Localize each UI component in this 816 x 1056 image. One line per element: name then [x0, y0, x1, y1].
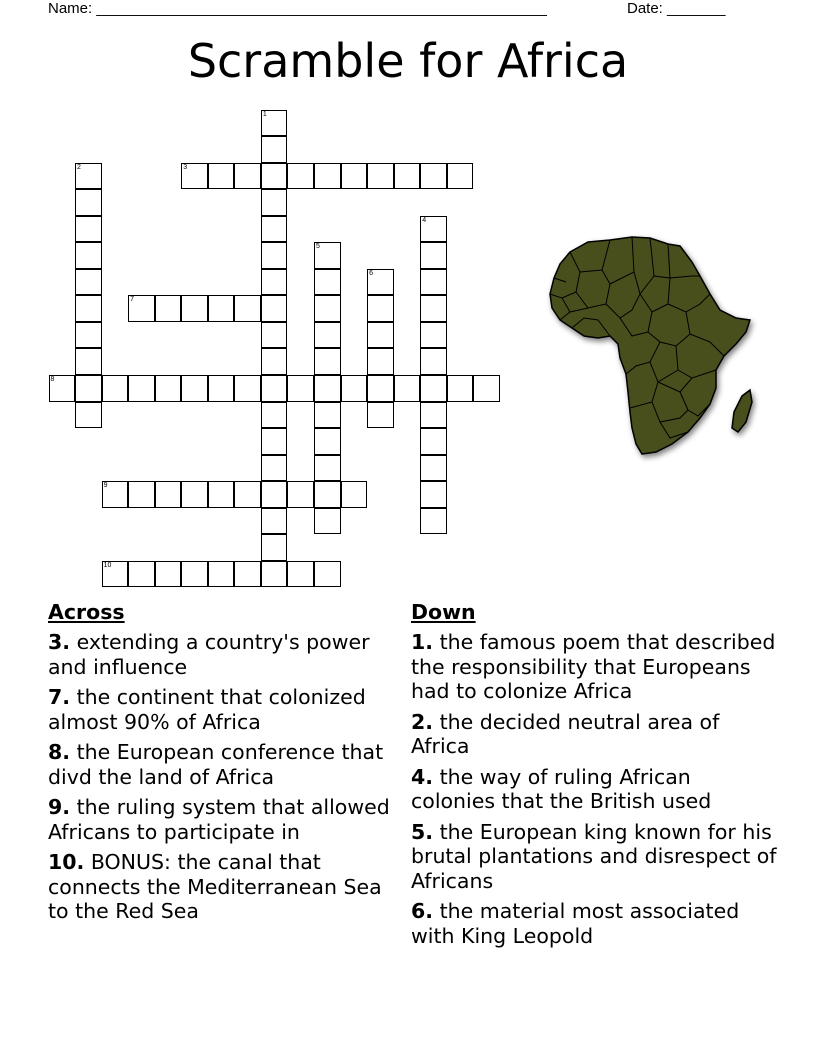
crossword-cell[interactable] [314, 348, 341, 375]
crossword-cell[interactable] [314, 269, 341, 296]
crossword-cell[interactable] [75, 322, 102, 349]
clue-item [411, 710, 781, 759]
crossword-cell[interactable] [394, 163, 421, 190]
crossword-cell[interactable] [420, 375, 447, 402]
crossword-cell[interactable] [261, 295, 288, 322]
clue-item [411, 765, 781, 814]
crossword-cell[interactable] [367, 375, 394, 402]
crossword-cell[interactable] [102, 375, 129, 402]
crossword-cell[interactable] [420, 428, 447, 455]
crossword-cell[interactable] [128, 481, 155, 508]
clue-number: 1 [262, 110, 267, 118]
clue-number: 7 [130, 296, 135, 304]
crossword-cell[interactable] [234, 375, 261, 402]
clue-number-label: 10. [48, 850, 85, 874]
clue-number: 9 [103, 482, 108, 490]
crossword-cell[interactable] [75, 189, 102, 216]
crossword-cell[interactable] [420, 348, 447, 375]
crossword-cell[interactable] [314, 402, 341, 429]
crossword-cell[interactable] [75, 295, 102, 322]
crossword-cell[interactable] [261, 163, 288, 190]
down-clue-list [411, 630, 781, 948]
clue-number-label: 3. [48, 630, 71, 654]
crossword-cell[interactable] [367, 348, 394, 375]
clue-text: the continent that colonized almost 90% of Africa [48, 685, 366, 734]
africa-continent-shape [550, 237, 750, 454]
crossword-cell[interactable] [261, 322, 288, 349]
crossword-cell[interactable] [75, 216, 102, 243]
clue-text: the European king known for his brutal plantations and disrespect of Africans [411, 819, 777, 893]
crossword-cell[interactable] [261, 481, 288, 508]
clue-number: 6 [369, 269, 373, 277]
crossword-cell[interactable] [261, 508, 288, 535]
crossword-cell[interactable] [261, 110, 288, 137]
crossword-cell[interactable] [261, 242, 288, 269]
clue-item [411, 899, 781, 948]
clue-text: BONUS: the canal that connects the Mediterranean Sea to the Red Sea [48, 850, 382, 923]
crossword-cell[interactable] [314, 455, 341, 482]
clue-number: 3 [183, 163, 188, 171]
crossword-cell[interactable] [314, 561, 341, 588]
clue-number: 8 [50, 376, 55, 383]
crossword-cell[interactable] [420, 216, 447, 243]
date-field-label: Date: _______ [627, 0, 726, 17]
crossword-cell[interactable] [75, 375, 102, 402]
crossword-cell[interactable] [234, 561, 261, 588]
crossword-cell[interactable] [208, 295, 235, 322]
crossword-cell[interactable] [314, 163, 341, 190]
crossword-cell[interactable] [208, 163, 235, 190]
africa-map-image [540, 232, 762, 464]
crossword-cell[interactable] [314, 375, 341, 402]
clue-number-label: 6. [411, 899, 434, 923]
clue-item [48, 795, 403, 844]
crossword-cell[interactable] [102, 481, 129, 508]
crossword-cell[interactable] [314, 322, 341, 349]
crossword-cell[interactable] [155, 295, 182, 322]
across-heading: Across [48, 600, 125, 624]
crossword-cell[interactable] [420, 269, 447, 296]
clue-text: the way of ruling African colonies that the British used [411, 764, 712, 813]
crossword-cell[interactable] [261, 375, 288, 402]
crossword-cell[interactable] [181, 561, 208, 588]
crossword-cell[interactable] [367, 402, 394, 429]
page-title: Scramble for Africa [187, 34, 629, 88]
crossword-cell[interactable] [341, 481, 368, 508]
crossword-cell[interactable] [75, 242, 102, 269]
crossword-cell[interactable] [420, 402, 447, 429]
across-clue-list [48, 630, 403, 924]
crossword-cell[interactable] [234, 295, 261, 322]
clue-item [411, 630, 781, 704]
across-clues [48, 598, 403, 930]
clue-number: 10 [103, 561, 112, 569]
clue-number: 5 [316, 243, 320, 251]
crossword-cell[interactable] [420, 295, 447, 322]
clue-number: 2 [77, 163, 81, 171]
crossword-cell[interactable] [181, 481, 208, 508]
crossword-cell[interactable] [181, 375, 208, 402]
crossword-cell[interactable] [261, 136, 288, 163]
crossword-cell[interactable] [234, 163, 261, 190]
crossword-cell[interactable] [261, 455, 288, 482]
clue-number-label: 4. [411, 764, 434, 789]
down-clues [411, 598, 781, 954]
clue-item [48, 630, 403, 679]
crossword-cell[interactable] [394, 375, 421, 402]
clue-number-label: 8. [48, 740, 71, 764]
crossword-cell[interactable] [261, 534, 288, 561]
name-field-label: Name: ______________________________________________________ [48, 0, 547, 17]
crossword-cell[interactable] [261, 269, 288, 296]
crossword-cell[interactable] [261, 216, 288, 243]
crossword-cell[interactable] [420, 481, 447, 508]
crossword-cell[interactable] [181, 295, 208, 322]
down-heading: Down [411, 600, 476, 624]
clue-text: extending a country's power and influence [48, 630, 370, 679]
crossword-cell[interactable] [314, 428, 341, 455]
crossword-cell[interactable] [75, 402, 102, 429]
crossword-cell[interactable] [287, 375, 314, 402]
crossword-cell[interactable] [155, 375, 182, 402]
crossword-cell[interactable] [287, 481, 314, 508]
crossword-cell[interactable] [287, 163, 314, 190]
crossword-cell[interactable] [208, 375, 235, 402]
clue-number-label: 1. [411, 630, 434, 654]
crossword-cell[interactable] [234, 481, 261, 508]
crossword-cell[interactable] [367, 295, 394, 322]
clue-text: the European conference that divd the land of Africa [48, 740, 384, 789]
crossword-cell[interactable] [181, 163, 208, 190]
crossword-cell[interactable] [75, 269, 102, 296]
crossword-cell[interactable] [447, 163, 474, 190]
crossword-cell[interactable] [261, 189, 288, 216]
crossword-cell[interactable] [75, 348, 102, 375]
clue-number-label: 5. [411, 819, 434, 844]
clue-item [48, 685, 403, 734]
crossword-cell[interactable] [420, 455, 447, 482]
clue-text: the famous poem that described the responsibility that Europeans had to colonize Africa [411, 630, 776, 703]
crossword-cell[interactable] [420, 508, 447, 535]
crossword-cell[interactable] [128, 375, 155, 402]
clue-item [411, 820, 781, 894]
crossword-cell[interactable] [314, 508, 341, 535]
crossword-cell[interactable] [128, 295, 155, 322]
crossword-cell[interactable] [128, 561, 155, 588]
crossword-cell[interactable] [420, 322, 447, 349]
crossword-cell[interactable] [341, 163, 368, 190]
crossword-cell[interactable] [367, 269, 394, 296]
crossword-cell[interactable] [261, 561, 288, 588]
crossword-cell[interactable] [155, 561, 182, 588]
crossword-cell[interactable] [75, 163, 102, 190]
crossword-cell[interactable] [473, 375, 500, 402]
clue-item [48, 850, 403, 924]
crossword-cell[interactable] [447, 375, 474, 402]
crossword-cell[interactable] [367, 163, 394, 190]
crossword-cell[interactable] [314, 295, 341, 322]
crossword-cell[interactable] [314, 242, 341, 269]
crossword-cell[interactable] [261, 402, 288, 429]
madagascar-shape [732, 390, 752, 432]
crossword-cell[interactable] [367, 322, 394, 349]
crossword-cell[interactable] [155, 481, 182, 508]
clue-text: the material most associated with King Leopold [411, 899, 740, 948]
crossword-cell[interactable] [287, 561, 314, 588]
crossword-cell[interactable] [420, 242, 447, 269]
crossword-cell[interactable] [49, 375, 76, 402]
crossword-cell[interactable] [420, 163, 447, 190]
clue-number: 4 [422, 216, 427, 224]
clue-item [48, 740, 403, 789]
clue-text: the ruling system that allowed Africans to participate in [48, 795, 390, 844]
crossword-cell[interactable] [102, 561, 129, 588]
crossword-cell[interactable] [341, 375, 368, 402]
crossword-cell[interactable] [314, 481, 341, 508]
clue-number-label: 2. [411, 709, 434, 734]
clue-number-label: 9. [48, 795, 71, 819]
crossword-cell[interactable] [208, 561, 235, 588]
crossword-cell[interactable] [208, 481, 235, 508]
crossword-cell[interactable] [261, 348, 288, 375]
crossword-cell[interactable] [261, 428, 288, 455]
clue-number-label: 7. [48, 685, 71, 709]
clue-text: the decided neutral area of Africa [411, 709, 720, 758]
